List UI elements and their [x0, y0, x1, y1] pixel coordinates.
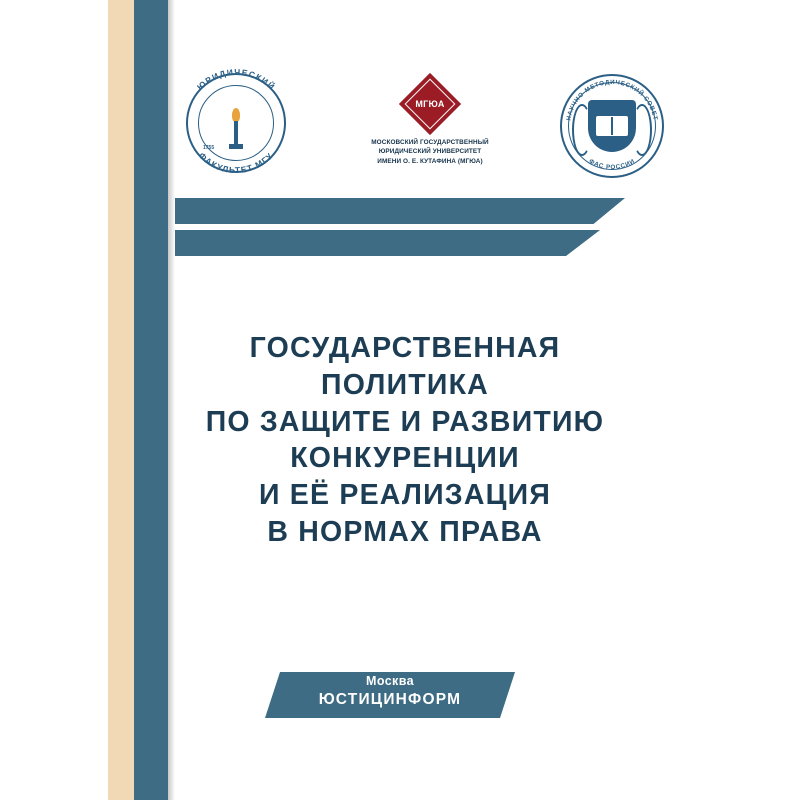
- title-line-6: В НОРМАХ ПРАВА: [267, 515, 543, 548]
- spine-shadow: [168, 0, 175, 800]
- logo-row: [175, 62, 775, 187]
- title-line-1: ГОСУДАРСТВЕННАЯ: [249, 332, 561, 364]
- research-council-logo: [560, 74, 664, 178]
- mgu-law-faculty-logo: [175, 62, 297, 184]
- mgu-circular-text-top: ЮРИДИЧЕСКИЙ: [194, 66, 278, 93]
- title-line-5: И ЕЁ РЕАЛИЗАЦИЯ: [258, 479, 552, 511]
- book-icon: [596, 116, 628, 136]
- decorative-band-upper: [175, 198, 625, 224]
- title-line-4: КОНКУРЕНЦИИ: [290, 442, 520, 475]
- mgyua-caption-line-2: ЮРИДИЧЕСКИЙ УНИВЕРСИТЕТ: [378, 148, 482, 156]
- left-margin: [0, 0, 108, 800]
- mgyua-caption-line-3: ИМЕНИ О. Е. КУТАФИНА (МГЮА): [377, 157, 483, 165]
- torch-icon: [228, 108, 244, 150]
- publisher-info: [265, 674, 515, 710]
- title-line-2: ПОЛИТИКА: [321, 368, 489, 401]
- flame-shape: [232, 108, 240, 122]
- publisher-city: Москва: [366, 674, 414, 688]
- mgyua-abbreviation: МГЮА: [415, 99, 445, 109]
- council-circular-text-top: НАУЧНО-МЕТОДИЧЕСКИЙ СОВЕТ: [565, 78, 659, 122]
- mgu-founding-year: 1755: [203, 145, 215, 151]
- council-circular-text-bottom: ФАС РОССИИ: [587, 157, 637, 172]
- spine-cream-strip: [108, 0, 134, 800]
- decorative-band-lower: [175, 230, 600, 256]
- mgu-circular-text-bottom: ФАКУЛЬТЕТ МГУ: [196, 150, 276, 176]
- mgyua-caption-line-1: МОСКОВСКИЙ ГОСУДАРСТВЕННЫЙ: [371, 139, 489, 146]
- torch-base: [229, 144, 243, 149]
- spine-teal-strip: [134, 0, 168, 800]
- book-title: [175, 330, 635, 551]
- title-line-3: ПО ЗАЩИТЕ И РАЗВИТИЮ: [205, 405, 605, 438]
- publisher-name: ЮСТИЦИНФОРМ: [318, 690, 462, 708]
- mgyua-logo: [335, 82, 525, 166]
- mgyua-caption: [335, 138, 525, 166]
- mgyua-diamond-badge: [399, 73, 461, 135]
